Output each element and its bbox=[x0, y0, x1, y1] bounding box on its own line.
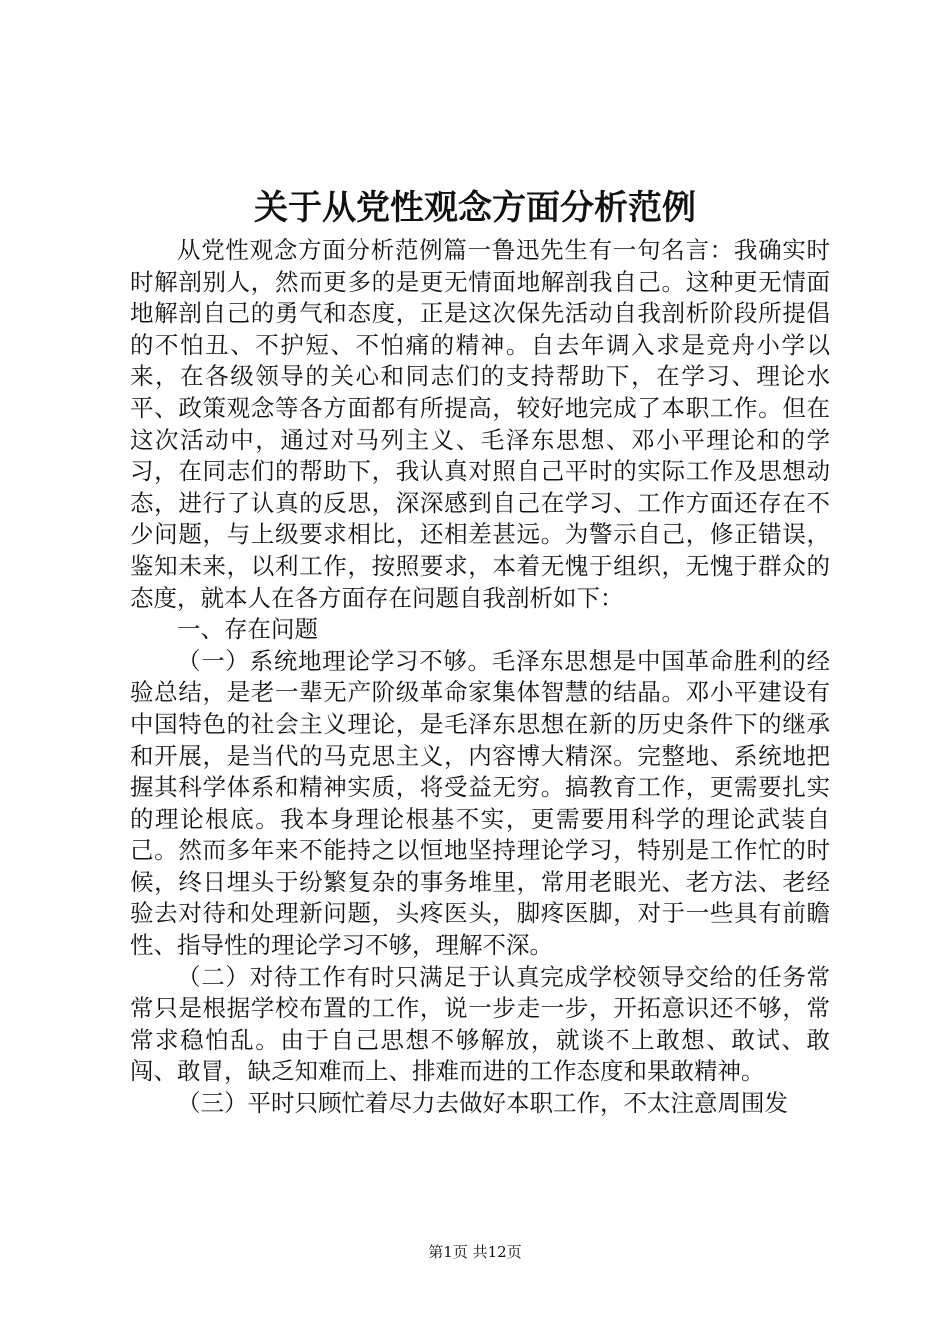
document-title: 关于从党性观念方面分析范例 bbox=[254, 188, 696, 228]
paragraph-item-3: （三）平时只顾忙着尽力去做好本职工作，不太注意周围发 bbox=[177, 1089, 788, 1118]
section-heading-problems: 一、存在问题 bbox=[177, 615, 318, 644]
paragraph-item-1: （一）系统地理论学习不够。毛泽东思想是中国革命胜利的经验总结，是老一辈无产阶级革命家集体智慧的结晶。邓小平建设有中国特色的社会主义理论，是毛泽东思想在新的历史条件下的继承和开展，是当代的马克思主义，内容博大精深。完整地、系统地把握其科学体系和精神实质，将受益无穷。搞教育工作，更需要扎实的理论根底。我本身理论根基不实，更需要用科学的理论武装自己。然而多年来不能持之以恒地坚持理论学习，特别是工作忙的时候，终日埋头于纷繁复杂的事务堆里，常用老眼光、老方法、老经验去对待和处理新问题，头疼医头，脚疼医脚，对于一些具有前瞻性、指导性的理论学习不够，理解不深。 bbox=[130, 646, 830, 960]
document-body bbox=[130, 235, 830, 1120]
page-number-footer: 第1页 共12页 bbox=[428, 1243, 522, 1261]
paragraph-intro: 从党性观念方面分析范例篇一鲁迅先生有一句名言：我确实时时解剖别人，然而更多的是更无情面地解剖我自己。这种更无情面地解剖自己的勇气和态度，正是这次保先活动自我剖析阶段所提倡的不怕丑、不护短、不怕痛的精神。自去年调入求是竞舟小学以来，在各级领导的关心和同志们的支持帮助下，在学习、理论水平、政策观念等各方面都有所提高，较好地完成了本职工作。但在这次活动中，通过对马列主义、毛泽东思想、邓小平理论和的学习，在同志们的帮助下，我认真对照自己平时的实际工作及思想动态，进行了认真的反思，深深感到自己在学习、工作方面还存在不少问题，与上级要求相比，还相差甚远。为警示自己，修正错误，鉴知未来，以利工作，按照要求，本着无愧于组织，无愧于群众的态度，就本人在各方面存在问题自我剖析如下： bbox=[130, 236, 830, 612]
paragraph-item-2: （二）对待工作有时只满足于认真完成学校领导交给的任务常常只是根据学校布置的工作，说一步走一步，开拓意识还不够，常常求稳怕乱。由于自己思想不够解放，就谈不上敢想、敢试、敢闯、敢冒，缺乏知难而上、排难而进的工作态度和果敢精神。 bbox=[130, 962, 830, 1086]
